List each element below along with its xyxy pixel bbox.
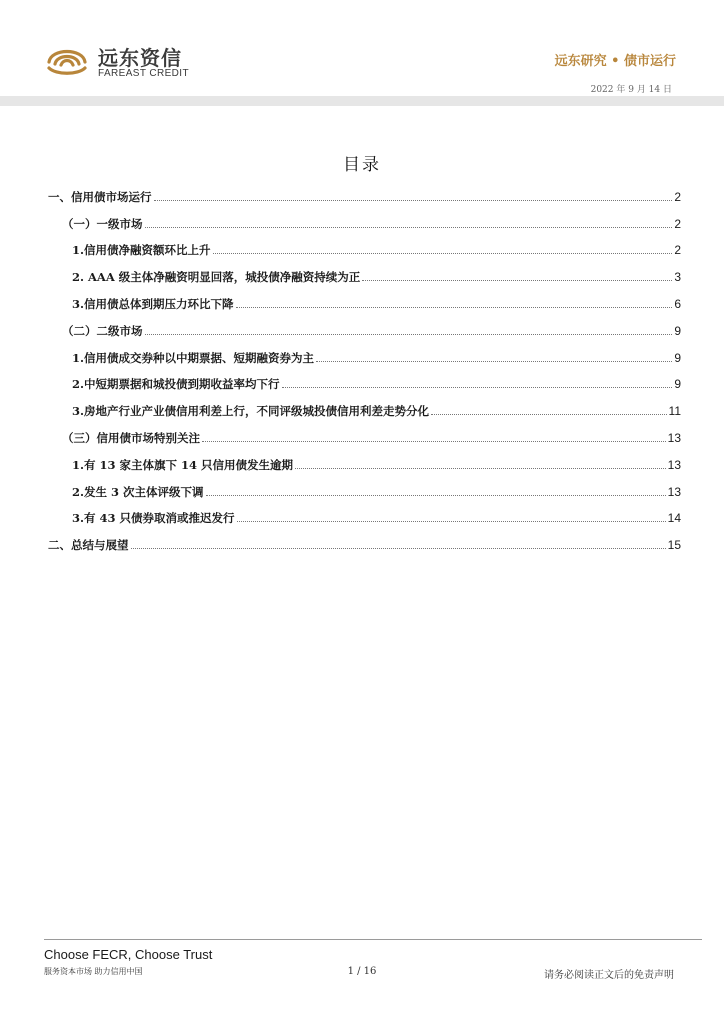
toc-entry-title: 1.信用债成交券种以中期票据、短期融资券为主 [72, 350, 315, 365]
toc-entry[interactable] [48, 178, 681, 205]
toc-entry[interactable] [48, 285, 681, 312]
toc-entry[interactable] [48, 339, 681, 366]
toc-entry-page: 13 [667, 484, 681, 499]
toc-entry-page: 14 [667, 511, 681, 526]
toc-dot-leader [131, 548, 666, 549]
toc-dot-leader [282, 387, 673, 388]
toc-entry-title: 一、信用债市场运行 [48, 189, 152, 204]
footer-subslogan: 服务资本市场 助力信用中国 [44, 967, 143, 976]
toc-title: 目录 [343, 155, 381, 175]
header-band [0, 96, 724, 106]
toc-entry-page: 2 [674, 189, 681, 204]
toc-dot-leader [316, 361, 672, 362]
toc-entry-title: 2.发生 3 次主体评级下调 [72, 484, 204, 499]
toc-dot-leader [236, 307, 673, 308]
toc-entry[interactable] [48, 392, 681, 419]
toc-entry-title: 3.信用债总体到期压力环比下降 [72, 296, 234, 311]
page-number: 1 / 16 [347, 966, 377, 977]
toc-entry[interactable] [48, 366, 681, 393]
toc-entry-title: 二、总结与展望 [48, 538, 129, 553]
toc-dot-leader [237, 521, 666, 522]
brand-name-cn: 远东资信 [98, 46, 182, 70]
toc-entry-page: 6 [674, 296, 681, 311]
toc-list [48, 178, 681, 553]
brand-name-en: FAREAST CREDIT [98, 68, 189, 79]
footer-divider [44, 939, 702, 940]
toc-entry-title: 1.有 13 家主体旗下 14 只信用债发生逾期 [72, 457, 294, 472]
toc-entry-page: 9 [674, 350, 681, 365]
toc-entry-title: 1.信用债净融资额环比上升 [72, 243, 211, 258]
toc-entry-page: 13 [667, 430, 681, 445]
toc-entry[interactable] [48, 473, 681, 500]
toc-dot-leader [362, 280, 672, 281]
toc-dot-leader [154, 200, 673, 201]
toc-dot-leader [295, 468, 666, 469]
toc-dot-leader [213, 253, 673, 254]
toc-dot-leader [145, 334, 673, 335]
toc-entry-page: 3 [674, 270, 681, 285]
toc-entry-page: 9 [674, 323, 681, 338]
footer-slogan: Choose FECR, Choose Trust [44, 947, 213, 962]
toc-entry-title: 2.中短期票据和城投债到期收益率均下行 [72, 377, 280, 392]
toc-entry-page: 13 [667, 457, 681, 472]
toc-entry-title: （一）一级市场 [62, 216, 143, 231]
toc-entry[interactable] [48, 419, 681, 446]
report-date: 2022 年 9 月 14 日 [590, 85, 672, 95]
toc-entry-title: （二）二级市场 [62, 323, 143, 338]
toc-entry[interactable] [48, 500, 681, 527]
toc-dot-leader [431, 414, 667, 415]
toc-entry[interactable] [48, 205, 681, 232]
toc-entry-page: 11 [668, 404, 681, 419]
toc-dot-leader [206, 495, 666, 496]
toc-entry-page: 2 [674, 243, 681, 258]
toc-entry-page: 2 [674, 216, 681, 231]
footer-disclaimer: 请务必阅读正文后的免责声明 [544, 970, 674, 981]
toc-entry[interactable] [48, 526, 681, 553]
toc-entry[interactable] [48, 232, 681, 259]
toc-entry-title: 3.房地产行业产业债信用利差上行，不同评级城投债信用利差走势分化 [72, 404, 430, 419]
toc-entry[interactable] [48, 446, 681, 473]
report-series: 远东研究 • 债市运行 [554, 54, 676, 69]
toc-entry-title: 2. AAA 级主体净融资明显回落，城投债净融资持续为正 [72, 270, 361, 285]
toc-entry[interactable] [48, 258, 681, 285]
toc-entry-page: 15 [667, 538, 681, 553]
toc-entry-page: 9 [674, 377, 681, 392]
toc-entry-title: 3.有 43 只债券取消或推迟发行 [72, 511, 235, 526]
toc-dot-leader [145, 227, 673, 228]
toc-entry-title: （三）信用债市场特别关注 [62, 430, 200, 445]
toc-entry[interactable] [48, 312, 681, 339]
toc-dot-leader [202, 441, 666, 442]
fareast-credit-logo-icon [44, 42, 90, 78]
